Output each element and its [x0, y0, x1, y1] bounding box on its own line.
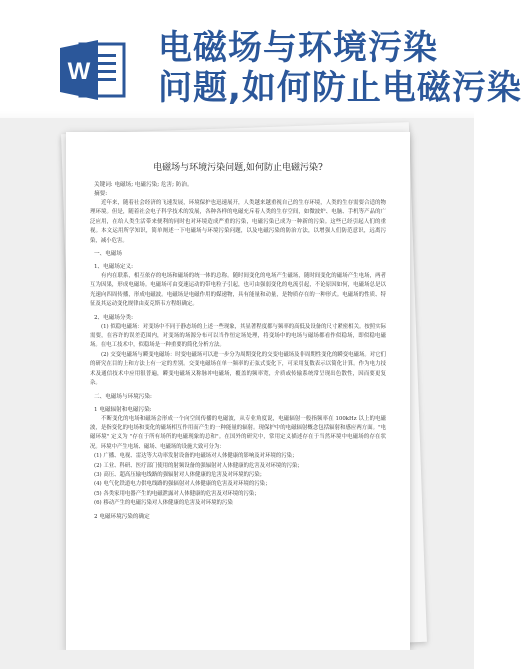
abstract-text: 近年来，随着社会经济的飞速发展，环境保护也迅速展开，人类越来越重视自己的生存环境，人类的生存需要合适的物理环境。但是，随着社会电子科学技术的发展，各种各样的电磁充斥着人类的生存空间，如微波炉、电脑、手机等产品的广泛应用，在给人类生活带来便利的同时也对环境造成严重的污染，电磁污染已成为一种新的污染。这些已经引起人们的重视。本文运用所学知识，简单阐述一下电磁场与环境污染问题，以及电磁污染的防治方法，以增强人们防范意识，远离污染，减小危害。: [90, 200, 386, 244]
list-item: (2) 工业、科研、医疗部门使用的射频设备的强辐射对人体健康的危害及对环境的污染；: [94, 462, 303, 469]
section-heading: 二、电磁场与环境污染:: [94, 393, 152, 400]
word-icon: [60, 38, 126, 102]
section-heading: 一、电磁场: [94, 251, 122, 258]
document-page: [66, 132, 410, 652]
page-title: [158, 28, 522, 108]
keywords: 关键词: 电磁场; 电磁污染; 危害; 防治。: [94, 182, 193, 188]
list-item: (6) 移动产生的电磁污染对人体健康的危害及对环境的污染: [94, 500, 233, 507]
bottom-background: [0, 650, 474, 669]
paragraph: (1) 似稳电磁场：对变场中不同于静态场的上述一些现象，其显著程度都与频率的高低及设备的尺寸紧密相关。按照实际需要，在容许的误差范围内，对变场的场源分布可以当作恒定场处理，将变场中的电场与磁场都看作似稳场，即似稳电磁场。在电工技术中，似稳场是一种重要的简化分析方法。: [90, 323, 386, 349]
abstract-label: 摘要:: [94, 191, 108, 197]
subsection-heading: 1、电磁场定义:: [94, 264, 134, 271]
paragraph: 有内在联系，相互依存的电场和磁场的统一体的总称。随时间变化的电场产生磁场，随时间变化的磁场产生电场，两者互为因果，形成电磁场。电磁场可由变速运动的带电粒子引起，也可由强弱变化的电流引起，不论原因如何，电磁场总是以光速向四周传播，形成电磁波。电磁场是电磁作用的媒递物，具有能量和动量，是物质存在的一种形式。电磁场的性质、特征及其运动变化规律由麦克斯韦方程组确定。: [90, 273, 386, 308]
word-letter: W: [67, 58, 91, 85]
document-title: 电磁场与环境污染问题,如何防止电磁污染?: [153, 163, 323, 173]
title-line-2: 问题,如何防止电磁污染: [158, 68, 522, 108]
list-item: (3) 高压、超高压输电线路的强辐射对人体健康的危害及对环境的污染；: [94, 471, 266, 478]
list-item: (1) 广播、电视、雷达等大功率发射设备的电磁场对人体健康的影响及对环境的污染；: [94, 453, 298, 460]
subsection-heading: 1 电磁辐射和电磁污染:: [94, 406, 152, 413]
title-line-1: 电磁场与环境污染: [158, 28, 438, 68]
list-item: (4) 电气化铁道电力供电线路的强辐射对人体健康的危害及对环境的污染；: [94, 481, 271, 488]
paragraph: (2) 交变电磁场与瞬变电磁场：时变电磁场可以进一步分为周期变化的交变电磁场及非周期性变化的瞬变电磁场。对它们的研究在目的上和方法上有一定的差别。交变电磁场在单一频率的正弦式变化下，可采用复数表示以简化计算。作为电力技术及通信技术中应用很普遍，瞬变电磁场又称脉冲电磁场，覆盖的频率宽，介质或传输系统常呈现出色散性，因而要更复杂。: [90, 351, 386, 387]
subsection-heading: 2 电磁环境污染的确定: [94, 513, 150, 520]
subsection-heading: 2、电磁场分类:: [94, 314, 134, 321]
list-item: (5) 各类家用电器产生的电磁泄露对人体健康的危害及对环境的污染；: [94, 490, 260, 497]
banner: [0, 0, 522, 130]
paragraph: 不断变化的电场和磁场会形成一个向空间传播的电磁波，从专业角度说，电磁辐射一般指频率在 100kHz 以上的电磁波，是指变化的电场和变化的磁场相互作用而产生的一种能量的辐射。现保护中的电磁辐射概念包括辐射和感应两方面。"电磁环境" 定义为 "存在于所有场所的电磁现象的总和"。在国外的研究中，常用定义描述存在于当然环境中电磁场的存在状况。环境中产生电场、磁场、电磁场的设施大致可分为：: [90, 415, 386, 450]
